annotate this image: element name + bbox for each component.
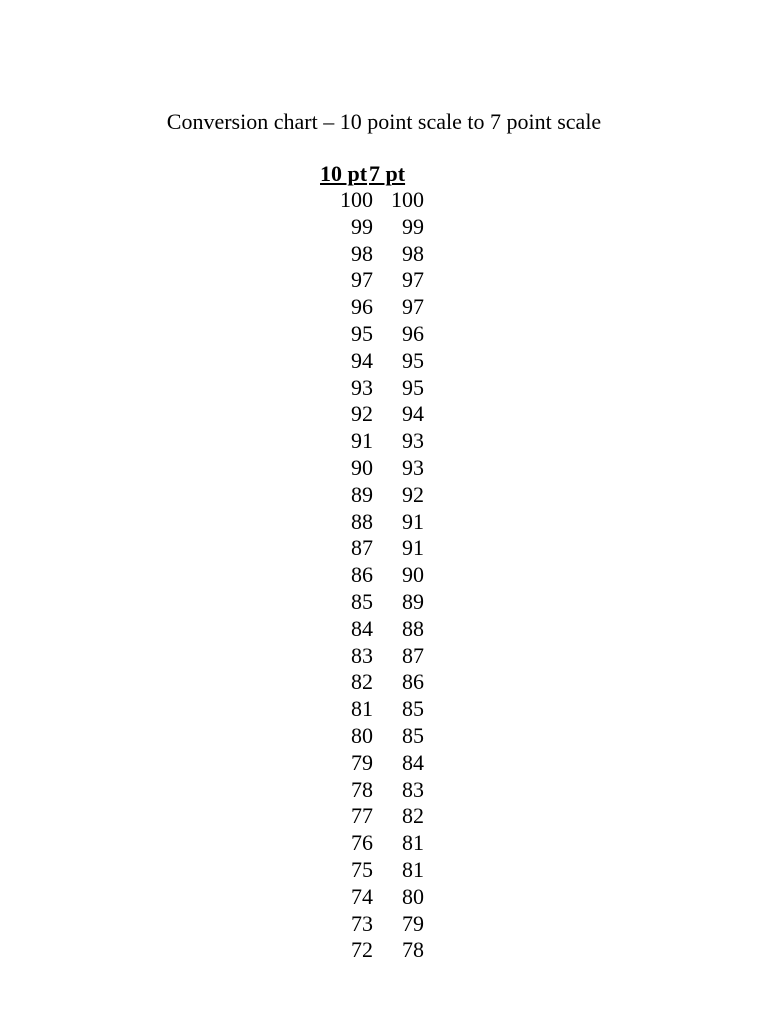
cell-10pt: 91 (351, 428, 373, 454)
cell-7pt: 80 (402, 883, 424, 909)
cell-7pt: 79 (402, 910, 424, 936)
table-row (0, 803, 768, 830)
table-row (0, 911, 768, 938)
table-row (0, 348, 768, 375)
cell-7pt: 91 (402, 535, 424, 561)
table-row (0, 723, 768, 750)
cell-10pt: 96 (351, 294, 373, 320)
table-row (0, 535, 768, 562)
cell-10pt: 86 (351, 562, 373, 588)
cell-7pt: 87 (402, 642, 424, 668)
cell-10pt: 84 (351, 615, 373, 641)
cell-10pt: 81 (351, 696, 373, 722)
cell-7pt: 78 (402, 937, 424, 963)
cell-10pt: 93 (351, 374, 373, 400)
cell-7pt: 81 (402, 830, 424, 856)
table-row (0, 401, 768, 428)
cell-7pt: 98 (402, 240, 424, 266)
table-row (0, 669, 768, 696)
cell-7pt: 94 (402, 401, 424, 427)
page-title: Conversion chart – 10 point scale to 7 point scale (166, 109, 602, 134)
cell-10pt: 78 (351, 776, 373, 802)
cell-10pt: 95 (351, 320, 373, 346)
cell-10pt: 98 (351, 240, 373, 266)
cell-7pt: 83 (402, 776, 424, 802)
table-row (0, 455, 768, 482)
table-row (0, 643, 768, 670)
table-row (0, 294, 768, 321)
cell-10pt: 97 (351, 267, 373, 293)
table-row (0, 509, 768, 536)
cell-10pt: 76 (351, 830, 373, 856)
cell-10pt: 88 (351, 508, 373, 534)
table-row (0, 616, 768, 643)
cell-7pt: 99 (402, 213, 424, 239)
table-row (0, 482, 768, 509)
table-header (0, 160, 768, 188)
table-row (0, 267, 768, 294)
cell-10pt: 72 (351, 937, 373, 963)
table-row (0, 428, 768, 455)
cell-7pt: 100 (391, 187, 424, 212)
cell-10pt: 83 (351, 642, 373, 668)
cell-10pt: 100 (340, 187, 373, 212)
table-row (0, 214, 768, 241)
cell-10pt: 80 (351, 722, 373, 748)
table-row (0, 589, 768, 616)
table-row (0, 937, 768, 964)
cell-7pt: 85 (402, 722, 424, 748)
cell-10pt: 87 (351, 535, 373, 561)
cell-7pt: 95 (402, 347, 424, 373)
cell-7pt: 91 (402, 508, 424, 534)
conversion-table (0, 187, 768, 964)
cell-10pt: 73 (351, 910, 373, 936)
cell-10pt: 92 (351, 401, 373, 427)
cell-7pt: 95 (402, 374, 424, 400)
cell-10pt: 82 (351, 669, 373, 695)
cell-7pt: 93 (402, 454, 424, 480)
cell-7pt: 86 (402, 669, 424, 695)
table-row (0, 241, 768, 268)
cell-7pt: 96 (402, 320, 424, 346)
cell-7pt: 88 (402, 615, 424, 641)
cell-7pt: 89 (402, 588, 424, 614)
table-row (0, 777, 768, 804)
cell-10pt: 90 (351, 454, 373, 480)
cell-7pt: 90 (402, 562, 424, 588)
cell-7pt: 97 (402, 267, 424, 293)
cell-7pt: 97 (402, 294, 424, 320)
cell-7pt: 93 (402, 428, 424, 454)
cell-7pt: 92 (402, 481, 424, 507)
cell-7pt: 81 (402, 856, 424, 882)
column-header-10pt: 10 pt (320, 161, 368, 186)
table-row (0, 375, 768, 402)
cell-7pt: 82 (402, 803, 424, 829)
cell-10pt: 89 (351, 481, 373, 507)
table-row (0, 321, 768, 348)
column-header-7pt: 7 pt (369, 161, 406, 186)
cell-7pt: 85 (402, 696, 424, 722)
cell-10pt: 75 (351, 856, 373, 882)
table-row (0, 750, 768, 777)
cell-10pt: 74 (351, 883, 373, 909)
cell-10pt: 99 (351, 213, 373, 239)
cell-7pt: 84 (402, 749, 424, 775)
table-row (0, 884, 768, 911)
table-row (0, 187, 768, 214)
cell-10pt: 77 (351, 803, 373, 829)
cell-10pt: 85 (351, 588, 373, 614)
table-row (0, 830, 768, 857)
table-row (0, 696, 768, 723)
cell-10pt: 79 (351, 749, 373, 775)
table-row (0, 857, 768, 884)
table-row (0, 562, 768, 589)
cell-10pt: 94 (351, 347, 373, 373)
